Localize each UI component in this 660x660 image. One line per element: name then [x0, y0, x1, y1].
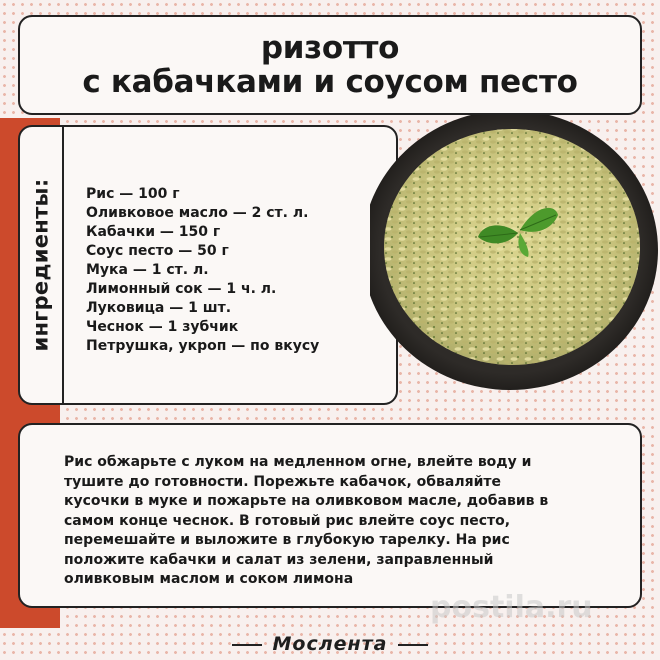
title-card — [18, 15, 642, 115]
recipe-title-line-1: ризотто — [260, 30, 400, 66]
watermark: postila.ru — [430, 590, 593, 625]
risotto-plate-illustration — [370, 115, 660, 405]
ingredients-list — [86, 185, 319, 356]
instructions-text: Рис обжарьте с луком на медленном огне, влейте воду и тушите до готовности. Порежьте кабачок, обваляйте кусочки в муке и пожарьте на оливковом масле, добавив в самом конце чеснок. В готовый рис влейте соус песто, перемешайте и выложите в глубокую тарелку. На рис положите кабачки и салат из зелени, заправленный оливковым маслом и соком лимона — [64, 454, 549, 587]
ingredient-item: Луковица — 1 шт. — [86, 300, 232, 316]
rice-texture — [384, 129, 640, 365]
ingredient-item: Петрушка, укроп — по вкусу — [86, 338, 320, 354]
ingredient-item: Рис — 100 г — [86, 186, 180, 202]
recipe-title-line-2: с кабачками и соусом песто — [82, 64, 578, 100]
ingredient-item: Оливковое масло — 2 ст. л. — [86, 205, 309, 221]
instructions-card — [18, 423, 642, 608]
ingredients-heading-text: ингредиенты: — [29, 178, 53, 352]
risotto-plate-image — [370, 115, 660, 405]
ingredients-divider — [62, 127, 64, 403]
ingredient-item: Чеснок — 1 зубчик — [86, 319, 239, 335]
ingredients-card — [18, 125, 398, 405]
ingredients-heading — [22, 127, 60, 403]
logo-line-right — [398, 644, 428, 646]
ingredient-item: Лимонный сок — 1 ч. л. — [86, 281, 277, 297]
ingredient-item: Кабачки — 150 г — [86, 224, 221, 240]
ingredient-item: Соус песто — 50 г — [86, 243, 229, 259]
ingredient-item: Мука — 1 ст. л. — [86, 262, 209, 278]
mostlenta-logo: Мослента — [272, 633, 388, 655]
